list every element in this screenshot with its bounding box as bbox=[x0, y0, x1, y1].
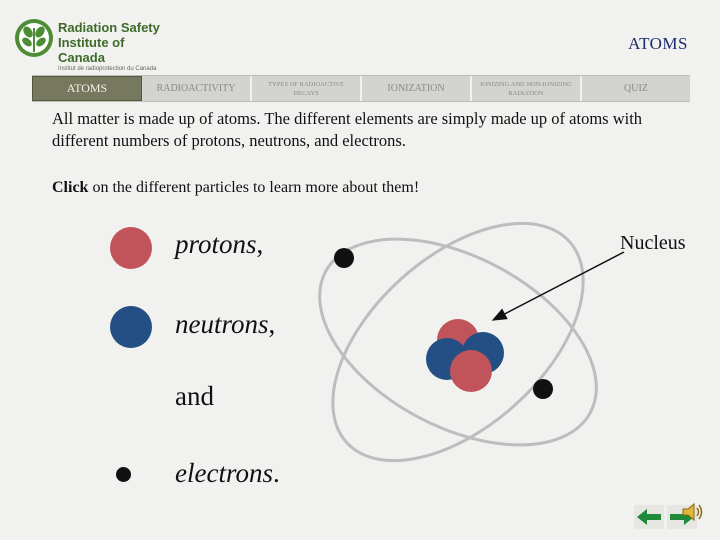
leaf-logo-icon bbox=[14, 18, 54, 58]
protons-word: protons bbox=[175, 229, 257, 259]
logo-line1: Radiation Safety bbox=[58, 20, 160, 35]
speaker-icon[interactable] bbox=[680, 500, 706, 524]
instruction-text bbox=[52, 179, 612, 197]
electron-right[interactable] bbox=[533, 379, 553, 399]
tab-ionization[interactable]: IONIZATION bbox=[362, 76, 472, 101]
nucleus-label: Nucleus bbox=[620, 232, 686, 254]
tab-ionizing-and-non-ionizing-radiation[interactable]: IONIZING AND NON-IONIZING RADIATION bbox=[472, 76, 582, 101]
nucleus-proton-bottom[interactable] bbox=[450, 350, 492, 392]
tab-quiz[interactable]: QUIZ bbox=[624, 83, 648, 94]
instruction-bold: Click bbox=[52, 179, 89, 196]
nav-bar bbox=[32, 75, 690, 102]
electron-top[interactable] bbox=[334, 248, 354, 268]
neutrons-comma: , bbox=[268, 309, 276, 339]
page-title: ATOMS bbox=[628, 34, 688, 53]
logo-text bbox=[58, 20, 164, 74]
logo-line2: Institute of Canada bbox=[58, 35, 125, 65]
neutron-particle[interactable] bbox=[110, 306, 152, 348]
electrons-label[interactable] bbox=[175, 458, 280, 489]
tab-types-of-radioactive-decays[interactable]: TYPES OF RADIOACTIVE DECAYS bbox=[252, 76, 362, 101]
protons-label[interactable] bbox=[175, 229, 263, 260]
tab-radioactivity[interactable]: RADIOACTIVITY bbox=[142, 76, 252, 101]
intro-text: All matter is made up of atoms. The different elements are simply made up of atoms with different numbers of protons, neutrons, and electrons. bbox=[52, 109, 643, 150]
logo-line3: Institut de radioprotection du Canada bbox=[58, 66, 157, 72]
protons-comma: , bbox=[256, 229, 264, 259]
back-arrow-icon[interactable] bbox=[634, 505, 664, 529]
neutrons-label[interactable] bbox=[175, 309, 275, 340]
electrons-period: . bbox=[272, 458, 280, 488]
electron-particle[interactable] bbox=[116, 467, 131, 482]
atom-diagram bbox=[300, 200, 630, 490]
neutrons-word: neutrons bbox=[175, 309, 269, 339]
and-text: and bbox=[175, 381, 214, 411]
logo bbox=[14, 18, 164, 72]
electrons-word: electrons bbox=[175, 458, 273, 488]
tab-atoms[interactable]: ATOMS bbox=[32, 76, 142, 101]
instruction-rest: on the different particles to learn more about them! bbox=[88, 179, 420, 196]
nucleus[interactable] bbox=[426, 319, 504, 392]
proton-particle[interactable] bbox=[110, 227, 152, 269]
